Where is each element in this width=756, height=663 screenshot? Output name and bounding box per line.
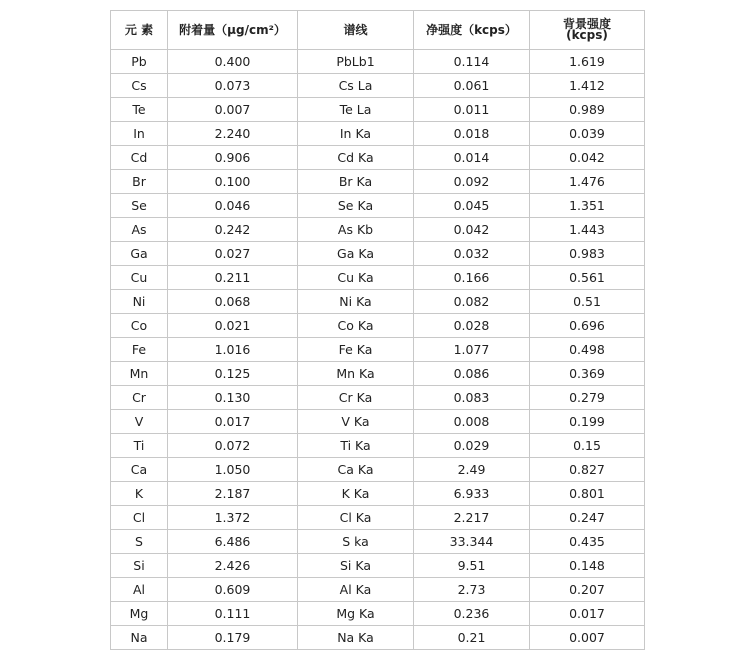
- cell-background-intensity: 0.369: [530, 362, 645, 386]
- cell-adsorption: 0.027: [168, 242, 298, 266]
- cell-adsorption: 0.017: [168, 410, 298, 434]
- cell-background-intensity: 0.199: [530, 410, 645, 434]
- table-row: [111, 410, 645, 434]
- cell-background-intensity: 0.801: [530, 482, 645, 506]
- cell-line: In Ka: [298, 122, 414, 146]
- table-row: [111, 74, 645, 98]
- table-row: [111, 602, 645, 626]
- cell-adsorption: 0.400: [168, 50, 298, 74]
- table-row: [111, 458, 645, 482]
- cell-adsorption: 1.016: [168, 338, 298, 362]
- cell-line: Ca Ka: [298, 458, 414, 482]
- cell-line: Cd Ka: [298, 146, 414, 170]
- cell-adsorption: 0.046: [168, 194, 298, 218]
- table-row: [111, 194, 645, 218]
- header-adsorption: 附着量（μg/cm²）: [168, 11, 298, 50]
- cell-adsorption: 2.426: [168, 554, 298, 578]
- cell-line: Te La: [298, 98, 414, 122]
- header-net-intensity: 净强度（kcps）: [414, 11, 530, 50]
- cell-line: S ka: [298, 530, 414, 554]
- table-body: [111, 50, 645, 650]
- cell-background-intensity: 1.412: [530, 74, 645, 98]
- header-element: 元 素: [111, 11, 168, 50]
- cell-background-intensity: 0.696: [530, 314, 645, 338]
- cell-background-intensity: 1.351: [530, 194, 645, 218]
- cell-line: Se Ka: [298, 194, 414, 218]
- cell-element: As: [111, 218, 168, 242]
- cell-background-intensity: 0.042: [530, 146, 645, 170]
- cell-net-intensity: 0.042: [414, 218, 530, 242]
- table-row: [111, 122, 645, 146]
- cell-background-intensity: 0.983: [530, 242, 645, 266]
- table-row: [111, 362, 645, 386]
- cell-net-intensity: 6.933: [414, 482, 530, 506]
- header-background-intensity: [530, 11, 645, 50]
- table-row: [111, 578, 645, 602]
- cell-background-intensity: 0.017: [530, 602, 645, 626]
- cell-background-intensity: 1.476: [530, 170, 645, 194]
- cell-background-intensity: 0.561: [530, 266, 645, 290]
- cell-element: S: [111, 530, 168, 554]
- cell-net-intensity: 0.014: [414, 146, 530, 170]
- cell-line: Na Ka: [298, 626, 414, 650]
- cell-line: Si Ka: [298, 554, 414, 578]
- cell-line: As Kb: [298, 218, 414, 242]
- cell-line: Fe Ka: [298, 338, 414, 362]
- cell-net-intensity: 2.217: [414, 506, 530, 530]
- table-row: [111, 218, 645, 242]
- cell-element: Ca: [111, 458, 168, 482]
- cell-adsorption: 1.050: [168, 458, 298, 482]
- cell-net-intensity: 0.029: [414, 434, 530, 458]
- cell-line: Mn Ka: [298, 362, 414, 386]
- table-row: [111, 482, 645, 506]
- table-row: [111, 554, 645, 578]
- cell-net-intensity: 0.018: [414, 122, 530, 146]
- cell-element: Mn: [111, 362, 168, 386]
- cell-line: Br Ka: [298, 170, 414, 194]
- cell-net-intensity: 2.73: [414, 578, 530, 602]
- cell-adsorption: 0.100: [168, 170, 298, 194]
- cell-element: Ti: [111, 434, 168, 458]
- cell-net-intensity: 0.082: [414, 290, 530, 314]
- table-row: [111, 434, 645, 458]
- cell-background-intensity: 0.435: [530, 530, 645, 554]
- cell-adsorption: 0.021: [168, 314, 298, 338]
- cell-adsorption: 0.609: [168, 578, 298, 602]
- cell-line: Al Ka: [298, 578, 414, 602]
- cell-adsorption: 0.072: [168, 434, 298, 458]
- cell-background-intensity: 1.443: [530, 218, 645, 242]
- cell-element: Ni: [111, 290, 168, 314]
- xrf-data-table: [110, 10, 645, 650]
- cell-adsorption: 0.111: [168, 602, 298, 626]
- cell-net-intensity: 9.51: [414, 554, 530, 578]
- cell-net-intensity: 0.061: [414, 74, 530, 98]
- table-row: [111, 50, 645, 74]
- cell-element: Cl: [111, 506, 168, 530]
- cell-background-intensity: 1.619: [530, 50, 645, 74]
- cell-background-intensity: 0.148: [530, 554, 645, 578]
- header-background-line1: 背景强度: [562, 17, 611, 31]
- cell-element: Na: [111, 626, 168, 650]
- cell-net-intensity: 0.028: [414, 314, 530, 338]
- data-table-container: [110, 10, 645, 650]
- cell-adsorption: 0.125: [168, 362, 298, 386]
- cell-net-intensity: 1.077: [414, 338, 530, 362]
- table-header: [111, 11, 645, 50]
- cell-net-intensity: 0.032: [414, 242, 530, 266]
- cell-adsorption: 0.179: [168, 626, 298, 650]
- cell-line: Ti Ka: [298, 434, 414, 458]
- table-row: [111, 242, 645, 266]
- cell-background-intensity: 0.989: [530, 98, 645, 122]
- cell-line: Cu Ka: [298, 266, 414, 290]
- cell-element: Cs: [111, 74, 168, 98]
- cell-adsorption: 0.007: [168, 98, 298, 122]
- table-row: [111, 626, 645, 650]
- cell-net-intensity: 0.092: [414, 170, 530, 194]
- table-row: [111, 338, 645, 362]
- cell-line: Cr Ka: [298, 386, 414, 410]
- cell-background-intensity: 0.51: [530, 290, 645, 314]
- cell-line: Co Ka: [298, 314, 414, 338]
- cell-adsorption: 2.240: [168, 122, 298, 146]
- cell-background-intensity: 0.007: [530, 626, 645, 650]
- cell-adsorption: 1.372: [168, 506, 298, 530]
- cell-net-intensity: 33.344: [414, 530, 530, 554]
- header-row: [111, 11, 645, 50]
- cell-adsorption: 0.068: [168, 290, 298, 314]
- cell-net-intensity: 0.166: [414, 266, 530, 290]
- cell-net-intensity: 0.21: [414, 626, 530, 650]
- cell-line: Mg Ka: [298, 602, 414, 626]
- cell-background-intensity: 0.247: [530, 506, 645, 530]
- cell-net-intensity: 0.083: [414, 386, 530, 410]
- cell-adsorption: 2.187: [168, 482, 298, 506]
- cell-element: K: [111, 482, 168, 506]
- cell-element: Fe: [111, 338, 168, 362]
- cell-element: In: [111, 122, 168, 146]
- cell-adsorption: 0.211: [168, 266, 298, 290]
- cell-element: Ga: [111, 242, 168, 266]
- cell-adsorption: 6.486: [168, 530, 298, 554]
- cell-line: PbLb1: [298, 50, 414, 74]
- cell-background-intensity: 0.039: [530, 122, 645, 146]
- table-row: [111, 314, 645, 338]
- cell-net-intensity: 0.236: [414, 602, 530, 626]
- cell-background-intensity: 0.207: [530, 578, 645, 602]
- table-row: [111, 266, 645, 290]
- cell-net-intensity: 0.086: [414, 362, 530, 386]
- cell-element: Al: [111, 578, 168, 602]
- cell-element: Cd: [111, 146, 168, 170]
- cell-line: K Ka: [298, 482, 414, 506]
- cell-background-intensity: 0.15: [530, 434, 645, 458]
- header-line: 谱线: [298, 11, 414, 50]
- cell-line: V Ka: [298, 410, 414, 434]
- cell-element: Br: [111, 170, 168, 194]
- cell-element: Cr: [111, 386, 168, 410]
- cell-net-intensity: 0.011: [414, 98, 530, 122]
- cell-line: Cl Ka: [298, 506, 414, 530]
- cell-adsorption: 0.073: [168, 74, 298, 98]
- cell-element: Mg: [111, 602, 168, 626]
- table-row: [111, 506, 645, 530]
- table-row: [111, 386, 645, 410]
- cell-element: Te: [111, 98, 168, 122]
- table-row: [111, 290, 645, 314]
- table-row: [111, 146, 645, 170]
- cell-background-intensity: 0.279: [530, 386, 645, 410]
- header-background-line2: (kcps): [566, 28, 608, 42]
- table-row: [111, 530, 645, 554]
- cell-element: Se: [111, 194, 168, 218]
- cell-element: Co: [111, 314, 168, 338]
- table-row: [111, 98, 645, 122]
- cell-line: Ni Ka: [298, 290, 414, 314]
- cell-element: Si: [111, 554, 168, 578]
- table-row: [111, 170, 645, 194]
- cell-element: Cu: [111, 266, 168, 290]
- cell-net-intensity: 0.114: [414, 50, 530, 74]
- cell-element: Pb: [111, 50, 168, 74]
- cell-line: Ga Ka: [298, 242, 414, 266]
- cell-net-intensity: 2.49: [414, 458, 530, 482]
- cell-adsorption: 0.130: [168, 386, 298, 410]
- cell-adsorption: 0.906: [168, 146, 298, 170]
- cell-net-intensity: 0.008: [414, 410, 530, 434]
- cell-element: V: [111, 410, 168, 434]
- cell-background-intensity: 0.498: [530, 338, 645, 362]
- cell-adsorption: 0.242: [168, 218, 298, 242]
- cell-background-intensity: 0.827: [530, 458, 645, 482]
- cell-line: Cs La: [298, 74, 414, 98]
- cell-net-intensity: 0.045: [414, 194, 530, 218]
